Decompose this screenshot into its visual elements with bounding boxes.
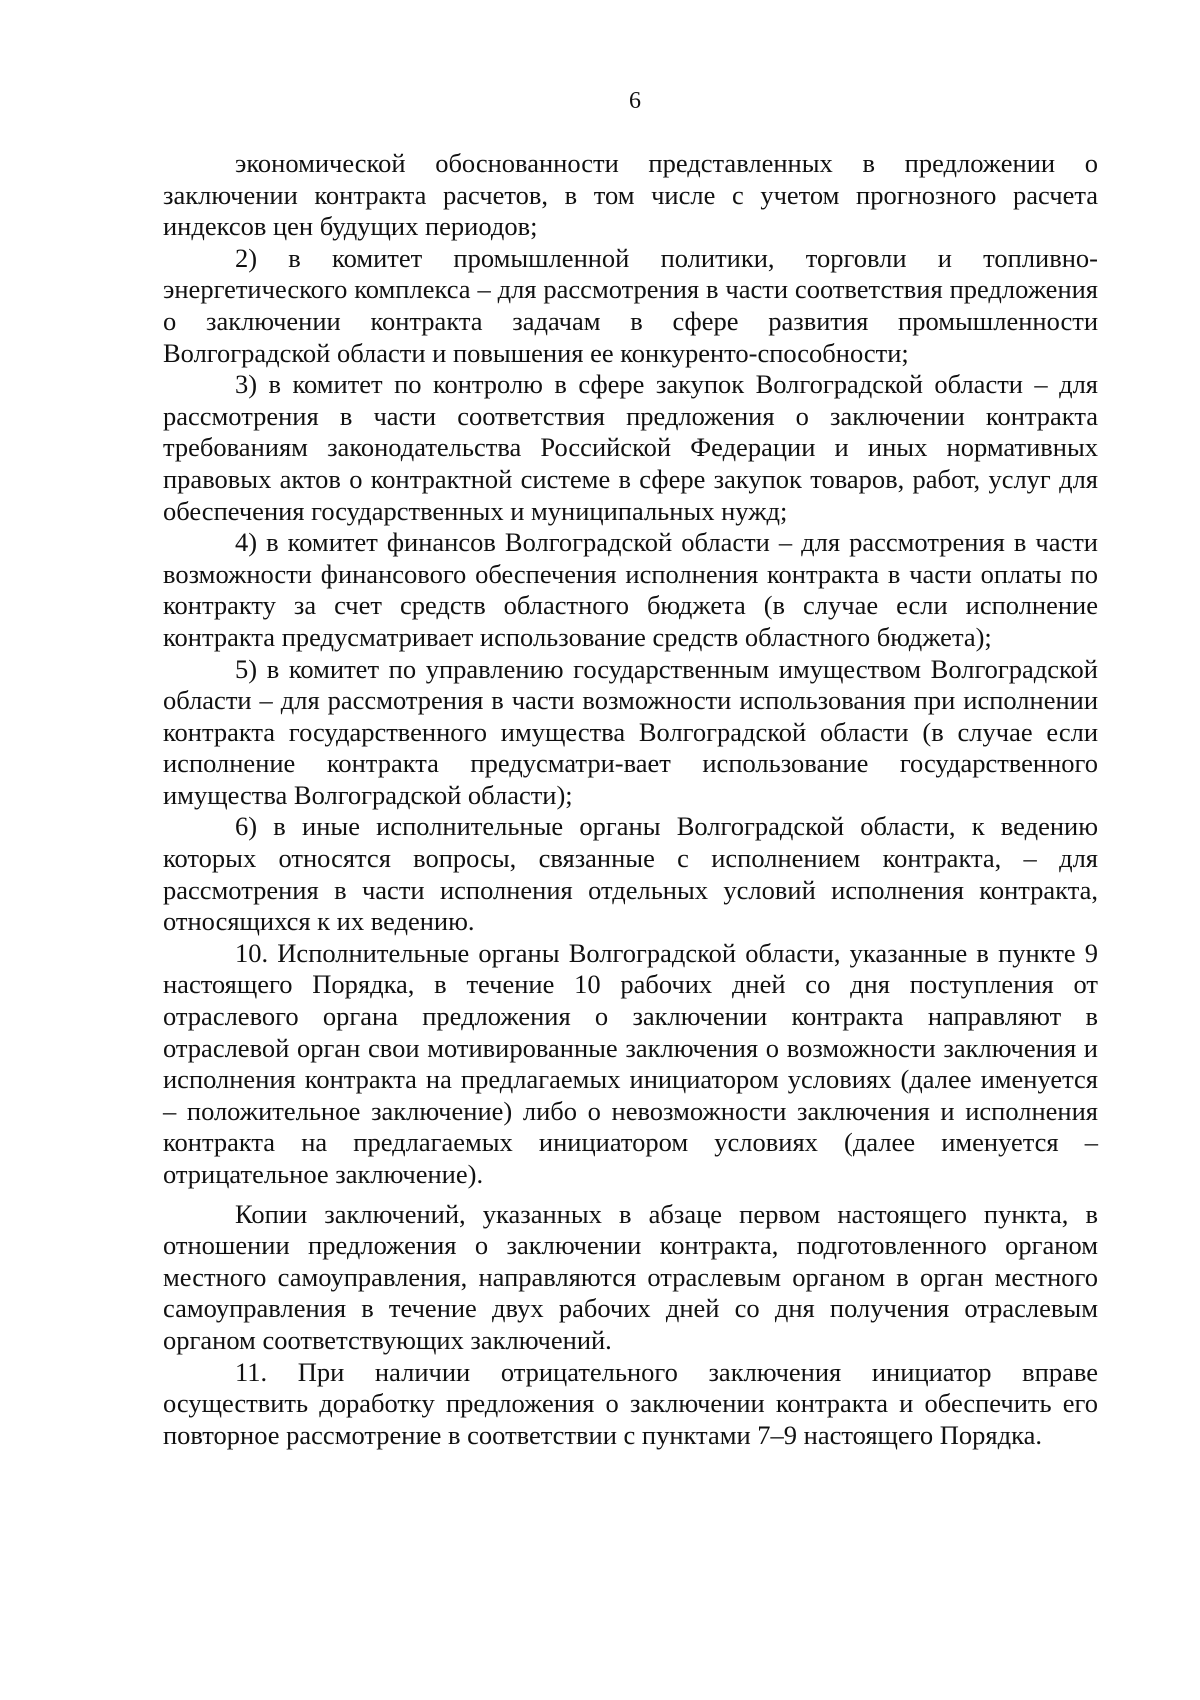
paragraph-clause-10: 10. Исполнительные органы Волгоградской области, указанные в пункте 9 настоящего Порядка, в течение 10 рабочих дней со дня поступления от отраслевого органа предложения о заключении контракта направляют в отраслевой орган свои мотивированные заключения о возможности заключения и исполнения контракта на предлагаемых инициатором условиях (далее именуется – положительное заключение) либо о невозможности заключения и исполнения контракта на предлагаемых инициатором условиях (далее именуется – отрицательное заключение). xyxy=(163,937,1098,1189)
document-body xyxy=(163,148,1098,1451)
paragraph-copies: Копии заключений, указанных в абзаце первом настоящего пункта, в отношении предложения о заключении контракта, подготовленного органом местного самоуправления, направляются отраслевым органом в орган местного самоуправления в течение двух рабочих дней со дня получения отраслевым органом соответствующих заключений. xyxy=(163,1198,1098,1355)
paragraph-item-4: 4) в комитет финансов Волгоградской области – для рассмотрения в части возможности финансового обеспечения исполнения контракта в части оплаты по контракту за счет средств областного бюджета (в случае если исполнение контракта предусматривает использование средств областного бюджета); xyxy=(163,527,1098,652)
paragraph-item-3: 3) в комитет по контролю в сфере закупок Волгоградской области – для рассмотрения в части соответствия предложения о заключении контракта требованиям законодательства Российской Федерации и иных нормативных правовых актов о контрактной системе в сфере закупок товаров, работ, услуг для обеспечения государственных и муниципальных нужд; xyxy=(163,369,1098,526)
page-number: 6 xyxy=(629,88,641,114)
paragraph-item-6: 6) в иные исполнительные органы Волгоградской области, к ведению которых относятся вопросы, связанные с исполнением контракта, – для рассмотрения в части исполнения отдельных условий исполнения контракта, относящихся к их ведению. xyxy=(163,811,1098,937)
paragraph-clause-11: 11. При наличии отрицательного заключения инициатор вправе осуществить доработку предложения о заключении контракта и обеспечить его повторное рассмотрение в соответствии с пунктами 7–9 настоящего Порядка. xyxy=(163,1356,1098,1450)
paragraph-item-2: 2) в комитет промышленной политики, торговли и топливно-энергетического комплекса – для рассмотрения в части соответствия предложения о заключении контракта задачам в сфере развития промышленности Волгоградской области и повышения ее конкуренто-способности; xyxy=(163,242,1098,368)
paragraph-item-5: 5) в комитет по управлению государственным имуществом Волгоградской области – для рассмотрения в части возможности использования при исполнении контракта государственного имущества Волгоградской области (в случае если исполнение контракта предусматри-вает использование государственного имущества Волгоградской области); xyxy=(163,653,1098,810)
paragraph-continuation: экономической обоснованности представленных в предложении о заключении контракта расчетов, в том числе с учетом прогнозного расчета индексов цен будущих периодов; xyxy=(163,148,1098,242)
